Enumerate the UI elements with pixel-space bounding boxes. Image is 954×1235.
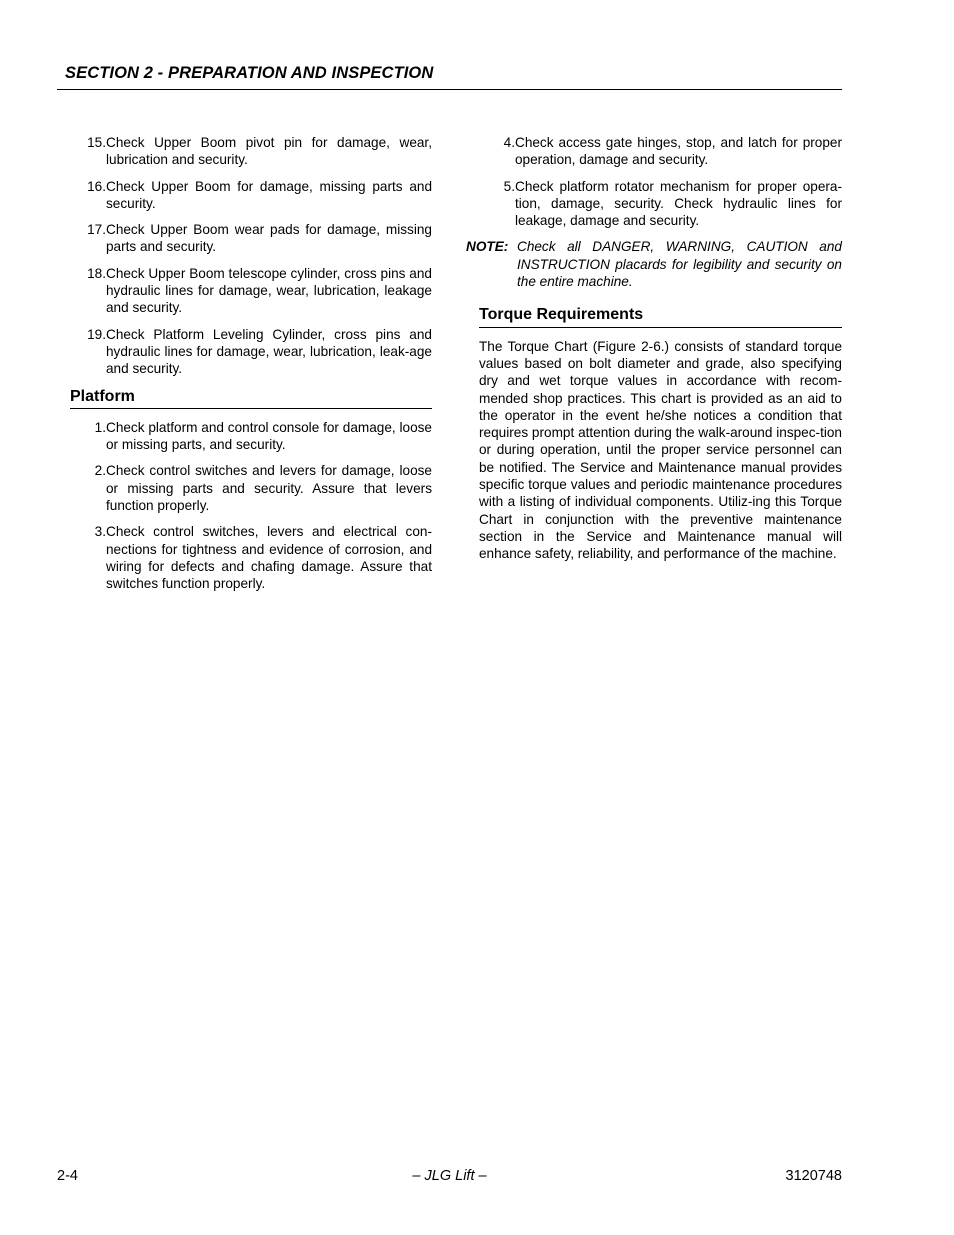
item-number: 1.	[94, 419, 106, 435]
page-header	[57, 62, 842, 90]
list-item	[70, 221, 432, 256]
inspection-list-continued	[70, 134, 432, 378]
page-number: 2-4	[57, 1168, 78, 1184]
list-item	[70, 462, 432, 514]
torque-section	[479, 306, 842, 562]
right-column	[466, 134, 842, 563]
platform-heading: Platform	[70, 388, 432, 409]
item-number: 15.	[87, 135, 106, 150]
item-number: 19.	[87, 326, 106, 342]
list-item	[70, 178, 432, 213]
list-item	[70, 419, 432, 454]
item-number: 5.	[503, 178, 515, 194]
item-text: Check Upper Boom telescope cylinder, cross pins and hydraulic lines for damage, wear, lubrication, leakage and security.	[106, 265, 432, 316]
item-number: 16.	[87, 178, 106, 194]
item-text: Check access gate hinges, stop, and latch for proper operation, damage and security.	[515, 135, 842, 168]
item-text: Check control switches and levers for damage, loose or missing parts and security. Assure that levers function properly.	[106, 463, 432, 514]
item-number: 4.	[503, 135, 515, 150]
item-text: Check Upper Boom for damage, missing parts and security.	[106, 178, 432, 211]
platform-list	[70, 419, 432, 593]
list-item	[466, 134, 842, 169]
list-item	[70, 134, 432, 169]
item-text: Check Upper Boom pivot pin for damage, wear, lubrication and security.	[106, 135, 432, 168]
platform-list-continued	[466, 134, 842, 229]
torque-paragraph: The Torque Chart (Figure 2-6.) consists of standard torque values based on bolt diameter and grade, also specifying dry and wet torque values in accordance with recom-mended shop practices. This chart is provided as an aid to the operator in the event he/she notices a condition that requires prompt attention during the walk-around inspec-tion or during operation, until the proper service personnel can be notified. The Service and Maintenance manual provides specific torque values and periodic maintenance procedures with a listing of individual components. Utiliz-ing this Torque Chart in conjunction with the preventive maintenance section in the Service and Maintenance manual will enhance safety, reliability, and performance of the machine.	[479, 338, 842, 562]
section-title: SECTION 2 - PREPARATION AND INSPECTION	[65, 64, 434, 82]
list-item	[70, 326, 432, 378]
item-text: Check platform rotator mechanism for proper opera-tion, damage, security. Check hydraulic lines for leakage, damage and security.	[515, 178, 842, 229]
list-item	[70, 523, 432, 592]
item-number: 18.	[87, 265, 106, 281]
item-text: Check Upper Boom wear pads for damage, missing parts and security.	[106, 222, 432, 255]
torque-heading: Torque Requirements	[479, 306, 842, 327]
item-number: 3.	[94, 524, 106, 540]
document-number: 3120748	[785, 1168, 842, 1184]
item-number: 17.	[87, 222, 106, 238]
item-text: Check control switches, levers and electrical con-nections for tightness and evidence of corrosion, and wiring for defects and chafing damage. Assure that switches function properly.	[106, 524, 432, 592]
list-item	[466, 178, 842, 230]
note-label: NOTE:	[466, 239, 509, 255]
item-text: Check Platform Leveling Cylinder, cross pins and hydraulic lines for damage, wear, lubrication, leak-age and security.	[106, 326, 432, 377]
item-text: Check platform and control console for damage, loose or missing parts, and security.	[106, 419, 432, 453]
note-block	[466, 238, 842, 290]
note-text: Check all DANGER, WARNING, CAUTION and INSTRUCTION placards for legibility and security on the entire machine.	[517, 239, 842, 290]
footer-brand: – JLG Lift –	[412, 1168, 487, 1184]
list-item	[70, 265, 432, 317]
left-column	[70, 134, 432, 602]
item-number: 2.	[94, 463, 106, 479]
